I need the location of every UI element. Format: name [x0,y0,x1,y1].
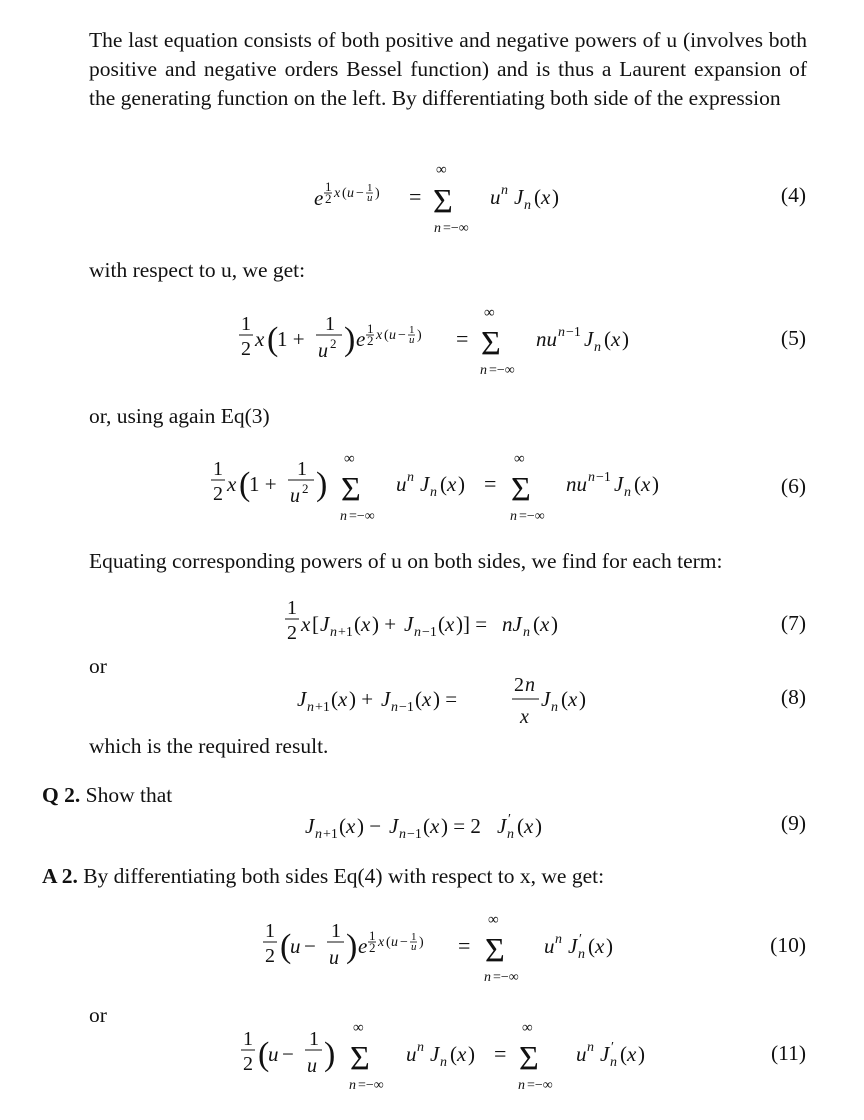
equation-number-9: (9) [780,811,806,835]
svg-text:n: n [340,509,347,524]
equation-number-6: (6) [780,474,806,498]
svg-text:u: u [290,485,300,507]
svg-text:x: x [627,1042,637,1066]
equation-11 [238,1020,678,1100]
svg-text:n: n [399,827,406,842]
equation-6 [200,452,700,532]
svg-text:J: J [320,612,330,636]
svg-text:∞: ∞ [514,452,525,467]
svg-text:): ) [606,934,613,958]
equation-number-7: (7) [780,611,806,635]
svg-text:): ) [324,1036,336,1073]
svg-text:): ) [316,466,328,503]
svg-text:(: ( [386,935,391,950]
svg-text:x: x [595,934,605,958]
svg-text:u: u [490,185,501,209]
svg-text:2: 2 [514,674,524,696]
svg-text:J: J [568,934,578,958]
svg-text:+1: +1 [338,625,353,640]
svg-text:u: u [268,1042,279,1066]
svg-text:−1: −1 [566,325,581,340]
text-required-result: which is the required result. [89,734,329,758]
svg-text:) = 2: ) = 2 [441,814,481,838]
svg-text:=−∞: =−∞ [358,1078,384,1093]
svg-text:n: n [610,1055,617,1070]
equation-number-8: (8) [780,685,806,709]
answer-label: A 2. [42,864,78,888]
svg-text:u: u [576,1042,587,1066]
equation-7 [280,594,640,654]
svg-text:(: ( [561,687,568,711]
svg-text:(: ( [415,687,422,711]
svg-text:+1: +1 [323,827,338,842]
equation-10 [260,912,660,992]
svg-text:1: 1 [287,597,297,619]
svg-text:(: ( [517,814,524,838]
svg-text:J: J [541,687,551,711]
svg-text:J: J [430,1042,440,1066]
svg-text:=: = [409,184,422,209]
svg-text:n: n [588,470,595,485]
text-or-1: or [89,654,107,678]
svg-text:∞: ∞ [344,452,355,467]
svg-text:): ) [652,472,659,496]
svg-text:): ) [551,612,558,636]
svg-text:x: x [540,612,550,636]
answer-text: By differentiating both sides Eq(4) with respect to x, we get: [83,864,605,888]
svg-text:(: ( [620,1042,627,1066]
svg-text:): ) [344,321,356,358]
svg-text:x: x [445,612,455,636]
svg-text:): ) [375,186,380,201]
svg-text:(: ( [534,185,541,209]
svg-text:x: x [611,327,621,351]
svg-text:nu: nu [566,472,587,496]
svg-text:): ) [579,687,586,711]
svg-text:n: n [523,625,530,640]
svg-text:x: x [641,472,651,496]
svg-text:1: 1 [367,182,373,194]
svg-text:) +: ) + [372,612,397,636]
svg-text:n: n [430,485,437,500]
svg-text:=: = [494,1041,507,1066]
svg-text:1: 1 [367,321,374,336]
svg-text:J: J [514,185,524,209]
svg-text:u: u [406,1042,417,1066]
svg-text:n: n [510,509,517,524]
svg-text:=−∞: =−∞ [493,970,519,985]
svg-text:n: n [307,700,314,715]
svg-text:x: x [447,472,457,496]
svg-text:n: n [525,674,535,696]
svg-text:x: x [422,687,432,711]
svg-text:1: 1 [265,920,275,942]
svg-text:2: 2 [369,940,376,955]
svg-text:n: n [524,198,531,213]
svg-text:(: ( [384,328,389,343]
svg-text:x: x [301,612,311,636]
svg-text:Σ: Σ [485,932,505,969]
svg-text:u: u [389,328,396,343]
svg-text:1 +: 1 + [249,472,277,496]
svg-text:e: e [358,934,368,958]
equation-number-10: (10) [770,933,806,957]
svg-text:u: u [411,941,417,953]
svg-text:2: 2 [367,333,374,348]
svg-text:n: n [555,932,562,947]
svg-text:n: n [518,1078,525,1093]
svg-text:(: ( [423,814,430,838]
svg-text:(: ( [533,612,540,636]
svg-text:n: n [558,325,565,340]
equation-number-11: (11) [770,1041,806,1065]
svg-text:−1: −1 [399,700,414,715]
svg-text:∞: ∞ [522,1020,533,1036]
svg-text:2: 2 [241,338,251,360]
svg-text:1: 1 [243,1028,253,1050]
svg-text:): ) [419,935,424,950]
svg-text:2: 2 [287,622,297,644]
svg-text:1: 1 [297,458,307,480]
svg-text:J: J [584,327,594,351]
svg-text:1: 1 [409,324,415,336]
svg-text:n: n [587,1040,594,1055]
svg-text:): ) [417,328,422,343]
svg-text:∞: ∞ [436,162,447,178]
svg-text:x: x [376,328,383,343]
svg-text:): ) [468,1042,475,1066]
text-using-again: or, using again Eq(3) [89,404,270,428]
question-text: Show that [85,783,173,807]
svg-text:x: x [378,935,385,950]
svg-text:=−∞: =−∞ [349,509,375,524]
svg-text:(: ( [450,1042,457,1066]
svg-text:u: u [318,340,328,362]
svg-text:x: x [346,814,356,838]
svg-text:u: u [347,186,354,201]
svg-text:n: n [484,970,491,985]
svg-text:n: n [407,470,414,485]
svg-text:1: 1 [411,931,417,943]
svg-text:=−∞: =−∞ [527,1078,553,1093]
svg-text:(: ( [588,934,595,958]
question-label: Q 2. [42,783,81,807]
svg-text:n: n [440,1055,447,1070]
svg-text:(: ( [634,472,641,496]
svg-text:(: ( [331,687,338,711]
svg-text:): ) [552,185,559,209]
svg-text:−: − [356,186,364,201]
svg-text:n: n [551,700,558,715]
svg-text:=: = [456,326,469,351]
text-with-respect-to-u: with respect to u, we get: [89,258,306,282]
svg-text:∞: ∞ [484,305,495,321]
svg-text:=: = [458,933,471,958]
equation-4 [300,160,600,240]
svg-text:′: ′ [579,932,583,947]
text-equating-powers: Equating corresponding powers of u on both sides, we find for each term: [89,549,723,573]
svg-text:x: x [338,687,348,711]
svg-text:(: ( [280,928,292,965]
svg-text:1: 1 [213,458,223,480]
equation-5 [236,305,676,385]
svg-text:J: J [497,814,507,838]
svg-text:−: − [282,1042,294,1066]
svg-text:J: J [420,472,430,496]
equation-number-4: (4) [780,183,806,207]
svg-text:J: J [305,814,315,838]
svg-text:x: x [227,472,237,496]
svg-text:(: ( [354,612,361,636]
svg-text:(: ( [438,612,445,636]
svg-text:(: ( [440,472,447,496]
svg-text:2: 2 [325,191,332,206]
svg-text:Σ: Σ [481,325,501,362]
svg-text:(: ( [339,814,346,838]
svg-text:x: x [255,327,265,351]
svg-text:Σ: Σ [350,1040,370,1077]
svg-text:n: n [315,827,322,842]
svg-text:n: n [624,485,631,500]
svg-text:)] =: )] = [456,612,488,636]
svg-text:n: n [507,827,514,842]
svg-text:n: n [594,340,601,355]
svg-text:−1: −1 [596,470,611,485]
svg-text:1: 1 [309,1028,319,1050]
svg-text:x: x [334,186,341,201]
equation-number-5: (5) [780,326,806,350]
svg-text:−: − [398,328,406,343]
question-2 [42,781,172,810]
svg-text:1: 1 [325,313,335,335]
svg-text:) +: ) + [349,687,374,711]
intro-paragraph: The last equation consists of both positive and negative powers of u (involves both positive and negative orders Bessel function) and is thus a Laurent expansion of the generating function on the left. By differentiating both side of the expression [89,28,807,110]
svg-text:n: n [417,1040,424,1055]
svg-text:2: 2 [243,1053,253,1075]
svg-text:u: u [391,935,398,950]
svg-text:1: 1 [331,920,341,942]
svg-text:u: u [409,334,415,346]
svg-text:∞: ∞ [488,912,499,928]
svg-text:): ) [458,472,465,496]
svg-text:n: n [349,1078,356,1093]
svg-text:2: 2 [302,481,309,496]
svg-text:n: n [578,947,585,962]
svg-text:′: ′ [508,812,512,827]
svg-text:): ) [622,327,629,351]
svg-text:J: J [404,612,414,636]
svg-text:Σ: Σ [433,183,453,220]
svg-text:x: x [541,185,551,209]
svg-text:u: u [290,934,301,958]
svg-text:x: x [568,687,578,711]
svg-text:+1: +1 [315,700,330,715]
svg-text:n: n [480,363,487,378]
svg-text:=: = [484,471,497,496]
text-or-2: or [89,1003,107,1027]
svg-text:x: x [457,1042,467,1066]
svg-text:x: x [430,814,440,838]
svg-text:−: − [400,935,408,950]
svg-text:nJ: nJ [502,612,522,636]
svg-text:2: 2 [213,483,223,505]
svg-text:nu: nu [536,327,557,351]
svg-text:−1: −1 [407,827,422,842]
svg-text:u: u [307,1055,317,1077]
svg-text:2: 2 [265,945,275,967]
svg-text:J: J [297,687,307,711]
svg-text:1: 1 [325,179,332,194]
svg-text:J: J [600,1042,610,1066]
svg-text:=−∞: =−∞ [519,509,545,524]
svg-text:(: ( [258,1036,270,1073]
svg-text:=−∞: =−∞ [443,221,469,236]
svg-text:n: n [330,625,337,640]
svg-text:Σ: Σ [341,471,361,508]
svg-text:u: u [396,472,407,496]
svg-text:x: x [361,612,371,636]
equation-9 [300,806,620,846]
svg-text:−: − [304,934,316,958]
svg-text:J: J [381,687,391,711]
svg-text:n: n [501,183,508,198]
svg-text:n: n [414,625,421,640]
svg-text:u: u [544,934,555,958]
svg-text:) −: ) − [357,814,382,838]
answer-2 [42,862,604,891]
svg-text:n: n [391,700,398,715]
svg-text:u: u [329,947,339,969]
svg-text:): ) [638,1042,645,1066]
svg-text:(: ( [604,327,611,351]
svg-text:2: 2 [330,336,337,351]
svg-text:(: ( [267,321,279,358]
svg-text:x: x [524,814,534,838]
svg-text:): ) [535,814,542,838]
svg-text:[: [ [312,612,319,636]
svg-text:n: n [434,221,441,236]
svg-text:) =: ) = [433,687,458,711]
svg-text:Σ: Σ [519,1040,539,1077]
svg-text:1: 1 [241,313,251,335]
svg-text:1 +: 1 + [277,327,305,351]
svg-text:x: x [520,706,529,728]
svg-text:(: ( [239,466,251,503]
svg-text:−1: −1 [422,625,437,640]
equation-8 [290,667,620,737]
svg-text:′: ′ [611,1040,615,1055]
svg-text:Σ: Σ [511,471,531,508]
svg-text:): ) [346,928,358,965]
svg-text:J: J [389,814,399,838]
svg-text:J: J [614,472,624,496]
svg-text:e: e [356,327,366,351]
svg-text:u: u [367,192,373,204]
svg-text:∞: ∞ [353,1020,364,1036]
svg-text:e: e [314,186,324,210]
svg-text:1: 1 [369,928,376,943]
svg-text:=−∞: =−∞ [489,363,515,378]
svg-text:(: ( [342,186,347,201]
